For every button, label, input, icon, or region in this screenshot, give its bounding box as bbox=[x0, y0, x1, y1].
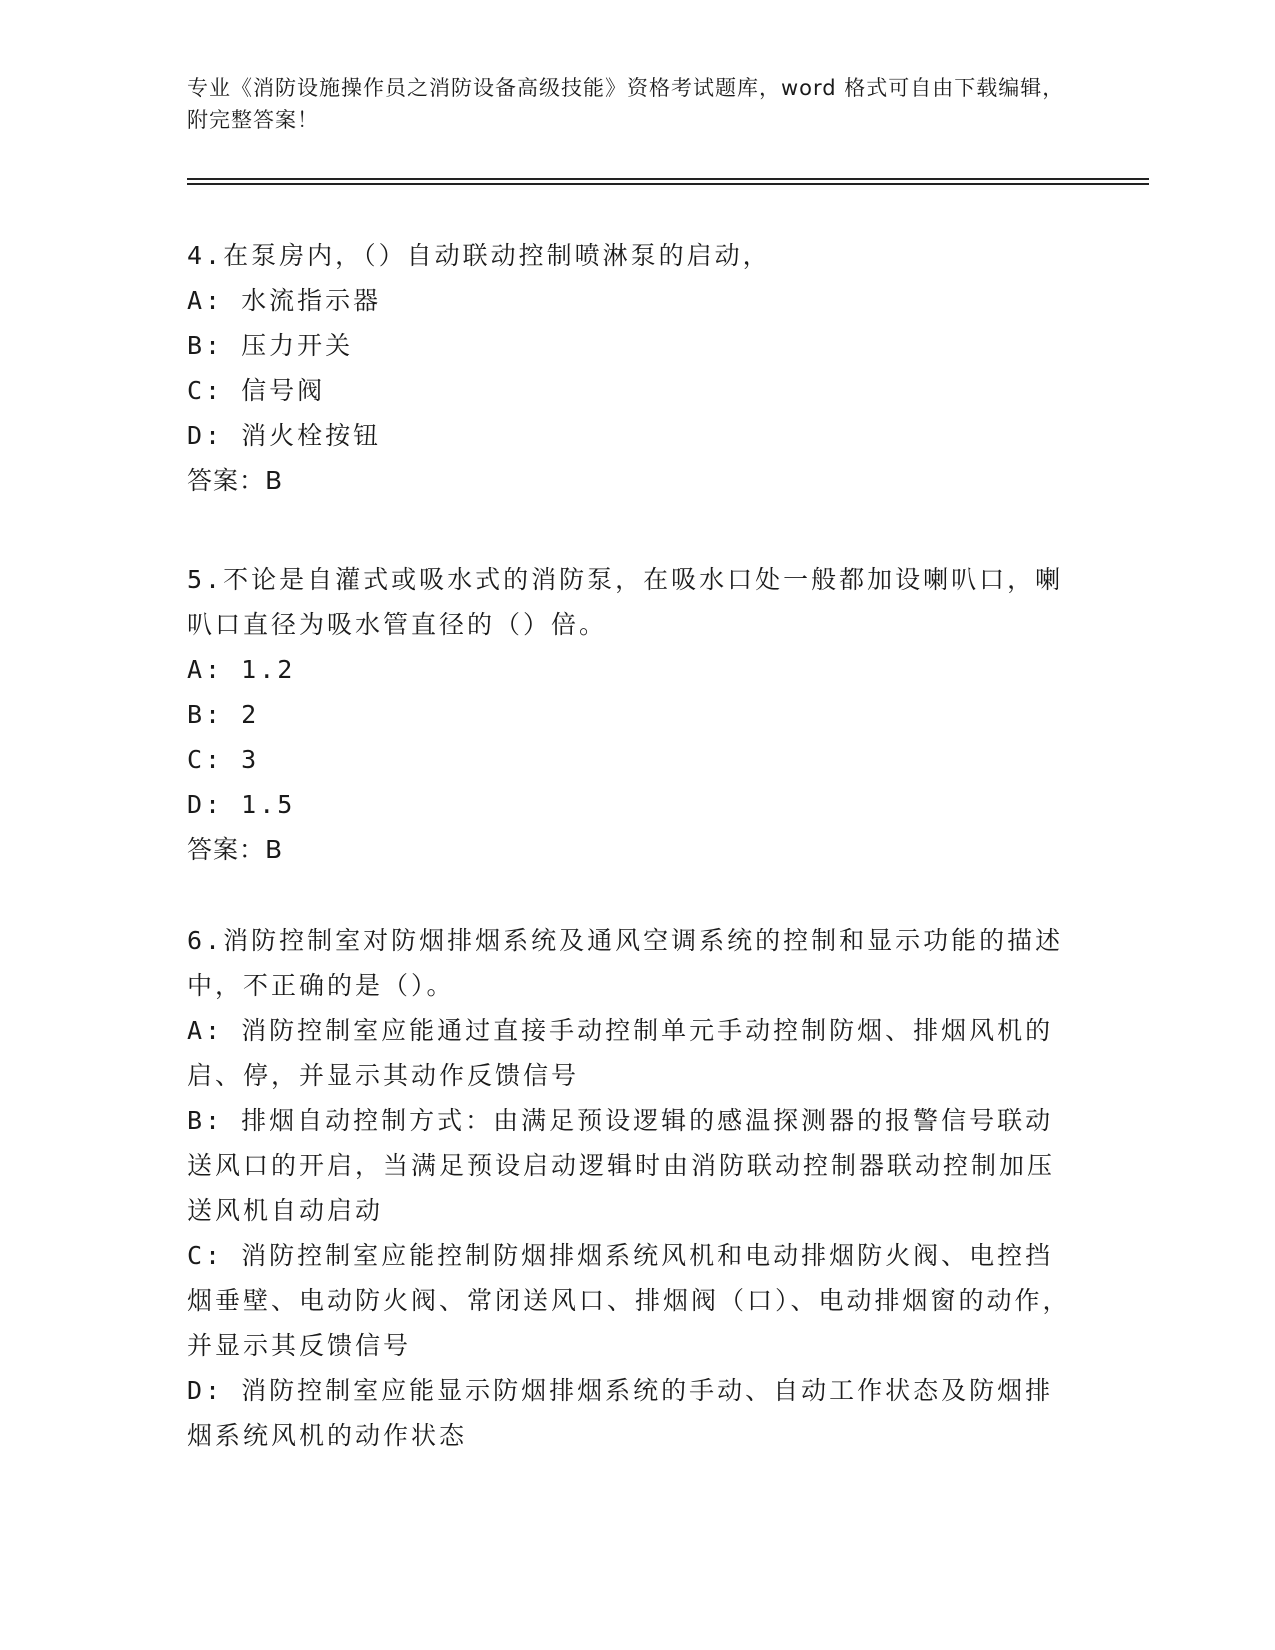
option-d: D: 消火栓按钮 bbox=[187, 421, 382, 450]
option-c: C: 信号阀 bbox=[187, 376, 326, 405]
option-b: B: 压力开关 bbox=[187, 331, 354, 360]
option-b: B: 排烟自动控制方式：由满足预设逻辑的感温探测器的报警信号联动送风口的开启，当满足预设启动逻辑时由消防联动控制器联动控制加压送风机自动启动 bbox=[187, 1106, 1056, 1225]
option-a: A: 消防控制室应能通过直接手动控制单元手动控制防烟、排烟风机的启、停，并显示其动作反馈信号 bbox=[187, 1016, 1054, 1090]
question-4 bbox=[187, 233, 1077, 503]
option-c: C: 3 bbox=[187, 745, 260, 774]
option-d: D: 1.5 bbox=[187, 790, 296, 819]
question-stem: 5.不论是自灌式或吸水式的消防泵，在吸水口处一般都加设喇叭口，喇叭口直径为吸水管直径的（）倍。 bbox=[187, 565, 1064, 639]
option-c: C: 消防控制室应能控制防烟排烟系统风机和电动排烟防火阀、电控挡烟垂壁、电动防火阀、常闭送风口、排烟阀（口）、电动排烟窗的动作，并显示其反馈信号 bbox=[187, 1241, 1071, 1360]
question-stem: 4.在泵房内，（）自动联动控制喷淋泵的启动， bbox=[187, 241, 771, 270]
question-6 bbox=[187, 918, 1077, 1458]
header-divider-top bbox=[187, 178, 1149, 180]
document-header bbox=[187, 72, 1067, 136]
header-text: 专业《消防设施操作员之消防设备高级技能》资格考试题库，word 格式可自由下载编辑，附完整答案！ bbox=[187, 76, 1065, 132]
option-d: D: 消防控制室应能显示防烟排烟系统的手动、自动工作状态及防烟排烟系统风机的动作状态 bbox=[187, 1376, 1054, 1450]
answer: 答案：B bbox=[187, 835, 284, 864]
option-b: B: 2 bbox=[187, 700, 260, 729]
question-stem: 6.消防控制室对防烟排烟系统及通风空调系统的控制和显示功能的描述中，不正确的是（）。 bbox=[187, 926, 1064, 1000]
header-divider-bottom bbox=[187, 183, 1149, 185]
question-5 bbox=[187, 557, 1077, 872]
option-a: A: 水流指示器 bbox=[187, 286, 382, 315]
option-a: A: 1.2 bbox=[187, 655, 296, 684]
answer: 答案：B bbox=[187, 466, 284, 495]
